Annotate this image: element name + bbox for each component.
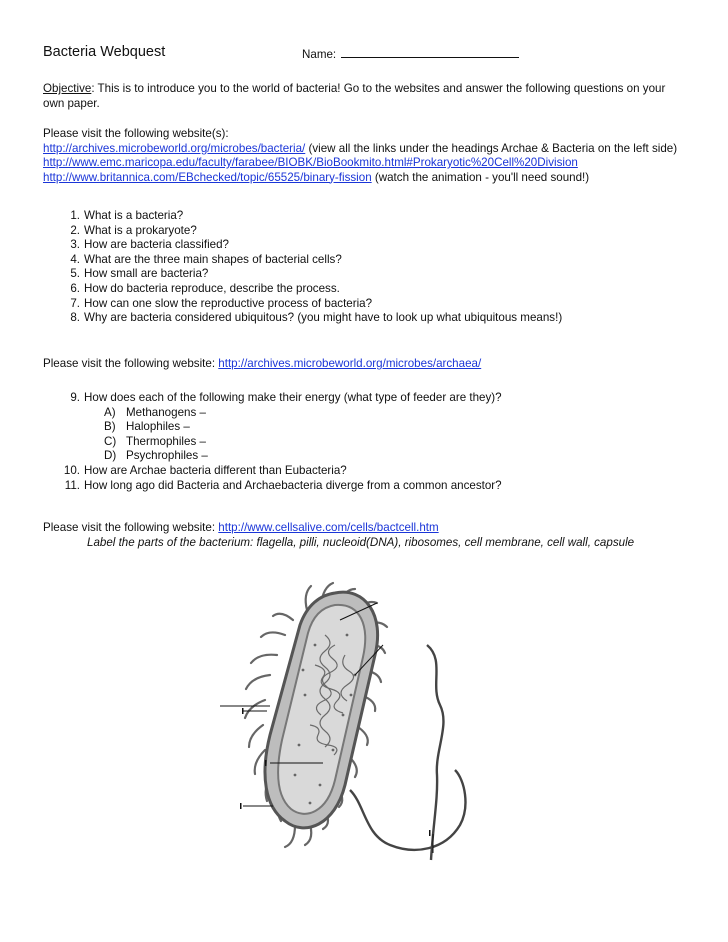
question-item: 9. How does each of the following make their energy (what type of feeder are they)?: [70, 391, 502, 404]
website-link-maricopa[interactable]: http://www.emc.maricopa.edu/faculty/farabee/BIOBK/BioBookmito.html#Prokaryotic%20Cell%20Division: [43, 156, 578, 169]
question-item: 8. Why are bacteria considered ubiquitous? (you might have to look up what ubiquitous means!): [70, 311, 563, 325]
name-blank-line[interactable]: [341, 46, 519, 58]
sub-question-item: C) Thermophiles –: [104, 434, 206, 448]
website-intro: Please visit the following website:: [43, 521, 219, 534]
website-link-row: [43, 171, 713, 186]
page-title: Bacteria Webquest: [43, 44, 166, 60]
objective-paragraph: [43, 81, 688, 111]
objective-label: Objective: [43, 82, 92, 95]
question-list-1: [43, 209, 693, 326]
question-item: 1. What is a bacteria?: [70, 209, 184, 222]
websites-block-3: [43, 521, 713, 550]
question-item: 6. How do bacteria reproduce, describe the process.: [70, 281, 340, 295]
objective-text: : This is to introduce you to the world of bacteria! Go to the websites and answer the following questions on your own paper.: [43, 82, 666, 110]
question-item: 11. How long ago did Bacteria and Archaebacteria diverge from a common ancestor?: [64, 478, 502, 492]
website-link-microbeworld-bacteria[interactable]: http://archives.microbeworld.org/microbes/bacteria/: [43, 141, 306, 155]
website-note: (watch the animation - you'll need sound!): [371, 170, 590, 184]
websites-block-2: [43, 357, 713, 372]
name-field[interactable]: [302, 46, 519, 61]
website-row: [43, 521, 713, 536]
question-item: 10. How are Archae bacteria different than Eubacteria?: [63, 463, 347, 477]
website-link-row: [43, 142, 713, 157]
website-link-archaea[interactable]: http://archives.microbeworld.org/microbes/archaea/: [218, 357, 482, 370]
sub-question-item: D) Psychrophiles –: [104, 449, 208, 463]
question-list-2: [43, 391, 693, 493]
question-item: 2. What is a prokaryote?: [70, 223, 197, 237]
websites-intro: Please visit the following website(s):: [43, 127, 229, 140]
website-intro: Please visit the following website:: [43, 357, 219, 370]
question-item: 3. How are bacteria classified?: [70, 238, 229, 252]
website-link-row: [43, 156, 713, 171]
flagellum-icon: [427, 645, 443, 860]
sub-question-item: B) Halophiles –: [104, 420, 190, 434]
flagellum-icon: [350, 770, 465, 850]
bacterium-diagram-icon: [215, 575, 485, 875]
question-item: 4. What are the three main shapes of bacterial cells?: [70, 252, 342, 266]
label-instruction: Label the parts of the bacterium: flagella, pilli, nucleoid(DNA), ribosomes, cell membrane, cell wall, capsule: [87, 535, 635, 549]
website-note: (view all the links under the headings Archae & Bacteria on the left side): [305, 141, 678, 155]
name-label: Name:: [302, 48, 337, 61]
sub-question-item: A) Methanogens –: [104, 405, 206, 419]
website-link-cellsalive[interactable]: http://www.cellsalive.com/cells/bactcell.htm: [218, 521, 439, 534]
website-link-britannica[interactable]: http://www.britannica.com/EBchecked/topic/65525/binary-fission: [43, 170, 372, 184]
question-item: 7. How can one slow the reproductive process of bacteria?: [70, 296, 373, 310]
question-item: 5. How small are bacteria?: [70, 267, 209, 281]
websites-block-1: [43, 127, 713, 185]
